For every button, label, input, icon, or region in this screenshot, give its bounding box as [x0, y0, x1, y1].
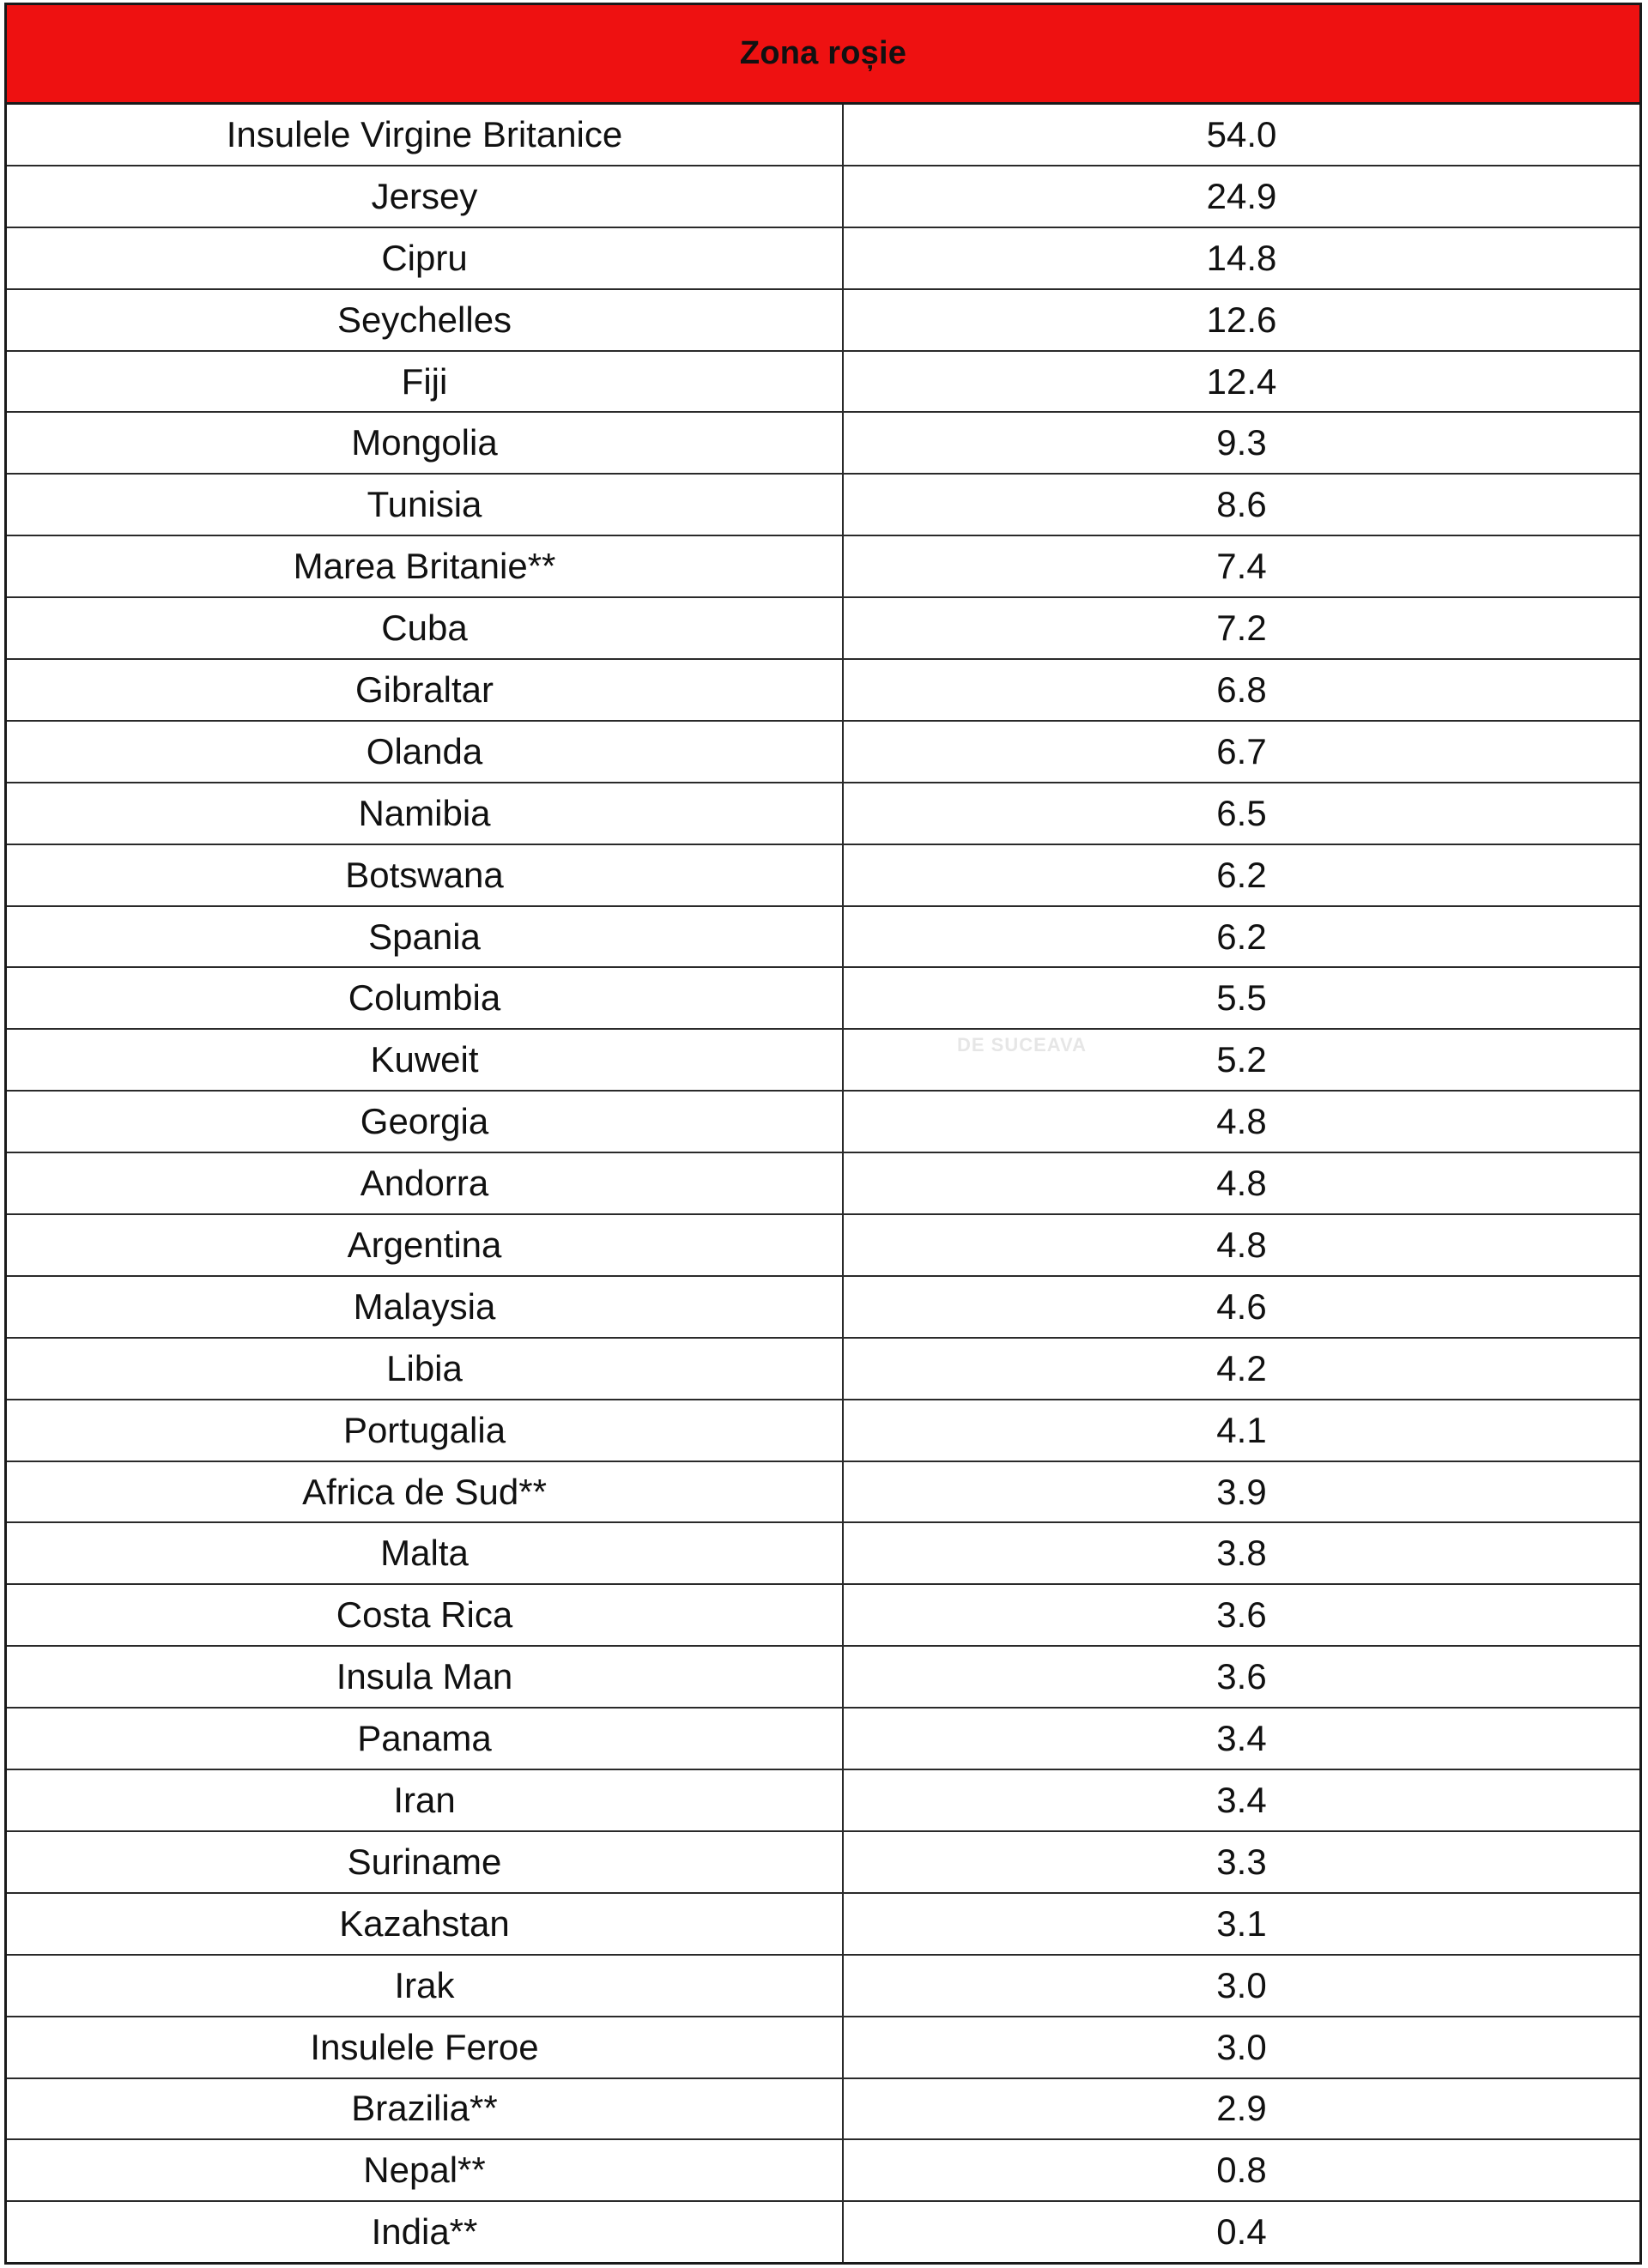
country-name: Marea Britanie** [7, 536, 844, 596]
country-value: 14.8 [1206, 237, 1277, 278]
country-value: 6.8 [1216, 668, 1267, 710]
table-row [7, 166, 1639, 228]
country-name: Jersey [7, 166, 844, 227]
country-value: 54.0 [1206, 113, 1277, 154]
country-name: Namibia [7, 783, 844, 844]
country-value: 3.1 [1216, 1902, 1267, 1944]
country-name: Tunisia [7, 475, 844, 535]
table-row [7, 1523, 1639, 1585]
table-body [7, 105, 1639, 2262]
country-name: Libia [7, 1339, 844, 1399]
country-name: Kazahstan [7, 1894, 844, 1954]
country-name: Portugalia [7, 1400, 844, 1461]
country-value: 3.8 [1216, 1533, 1267, 1574]
country-name: Botswana [7, 845, 844, 905]
country-value: 4.8 [1216, 1163, 1267, 1204]
table-row [7, 475, 1639, 536]
table-row [7, 1585, 1639, 1647]
country-value: 7.4 [1216, 546, 1267, 587]
country-name: Olanda [7, 722, 844, 782]
country-value: 3.0 [1216, 1964, 1267, 2005]
table-row [7, 1709, 1639, 1770]
table-row [7, 352, 1639, 414]
table-row [7, 907, 1639, 969]
country-value: 9.3 [1216, 422, 1267, 463]
country-value: 3.9 [1216, 1471, 1267, 1512]
country-value: 4.6 [1216, 1285, 1267, 1327]
country-name: Kuweit [7, 1030, 844, 1090]
country-value: 4.8 [1216, 1101, 1267, 1142]
table-row [7, 2017, 1639, 2079]
country-value: 3.4 [1216, 1779, 1267, 1820]
table-row [7, 2202, 1639, 2262]
table-row [7, 660, 1639, 722]
table-row [7, 1277, 1639, 1339]
table-row [7, 1770, 1639, 1832]
country-name: Georgia [7, 1092, 844, 1152]
country-name: Malaysia [7, 1277, 844, 1337]
table-row [7, 845, 1639, 907]
table-row [7, 1832, 1639, 1894]
table-row [7, 1339, 1639, 1400]
country-value: 24.9 [1206, 175, 1277, 216]
table-row [7, 228, 1639, 290]
table-header [7, 5, 1639, 105]
country-name: Malta [7, 1523, 844, 1583]
country-name: Africa de Sud** [7, 1462, 844, 1522]
country-value: 6.7 [1216, 730, 1267, 771]
country-value: 6.2 [1216, 916, 1267, 957]
country-value: 6.2 [1216, 854, 1267, 895]
country-value: 3.0 [1216, 2026, 1267, 2067]
table-row [7, 1647, 1639, 1709]
country-value: 4.2 [1216, 1347, 1267, 1388]
country-name: Nepal** [7, 2140, 844, 2200]
table-row [7, 1894, 1639, 1956]
country-value: 2.9 [1216, 2088, 1267, 2129]
country-value: 4.1 [1216, 1409, 1267, 1450]
table-row [7, 1956, 1639, 2017]
country-value: 3.6 [1216, 1594, 1267, 1636]
country-value: 3.4 [1216, 1718, 1267, 1759]
country-value: 7.2 [1216, 608, 1267, 649]
table-row [7, 1092, 1639, 1153]
table-row [7, 783, 1639, 845]
country-name: Spania [7, 907, 844, 967]
country-name: Cipru [7, 228, 844, 288]
country-name: Suriname [7, 1832, 844, 1892]
table-row [7, 1400, 1639, 1462]
table-row [7, 722, 1639, 783]
country-name: Gibraltar [7, 660, 844, 720]
country-value: 12.6 [1206, 299, 1277, 340]
table-row [7, 290, 1639, 352]
country-name: Mongolia [7, 413, 844, 473]
watermark-text: DE SUCEAVA [957, 1034, 1087, 1055]
country-name: Insula Man [7, 1647, 844, 1707]
table-title: Zona roșie [739, 35, 907, 71]
table-row [7, 1153, 1639, 1215]
country-name: Costa Rica [7, 1585, 844, 1645]
country-name: Panama [7, 1709, 844, 1769]
country-name: Andorra [7, 1153, 844, 1213]
country-name: Irak [7, 1956, 844, 2016]
table-row [7, 2079, 1639, 2141]
table-row [7, 1215, 1639, 1277]
table-row [7, 1030, 1639, 1092]
country-value: 5.2 [1216, 1039, 1267, 1080]
table-row [7, 598, 1639, 660]
country-value: 12.4 [1206, 360, 1277, 402]
country-value: 8.6 [1216, 484, 1267, 525]
country-value: 6.5 [1216, 792, 1267, 833]
table-row [7, 968, 1639, 1030]
country-name: Insulele Virgine Britanice [7, 105, 844, 165]
country-value: 3.3 [1216, 1841, 1267, 1882]
country-value: 5.5 [1216, 977, 1267, 1019]
country-value: 0.4 [1216, 2211, 1267, 2253]
table-row [7, 105, 1639, 166]
country-name: Seychelles [7, 290, 844, 350]
country-name: Columbia [7, 968, 844, 1028]
country-value: 4.8 [1216, 1224, 1267, 1265]
country-name: Argentina [7, 1215, 844, 1275]
table-row [7, 413, 1639, 475]
country-value: 3.6 [1216, 1656, 1267, 1697]
table-row [7, 1462, 1639, 1524]
country-name: Brazilia** [7, 2079, 844, 2139]
country-name: Iran [7, 1770, 844, 1830]
table-row [7, 2140, 1639, 2202]
country-name: Fiji [7, 352, 844, 412]
country-name: Insulele Feroe [7, 2017, 844, 2077]
country-name: Cuba [7, 598, 844, 658]
table-row [7, 536, 1639, 598]
red-zone-table [4, 3, 1642, 2265]
country-name: India** [7, 2202, 844, 2262]
country-value: 0.8 [1216, 2150, 1267, 2191]
